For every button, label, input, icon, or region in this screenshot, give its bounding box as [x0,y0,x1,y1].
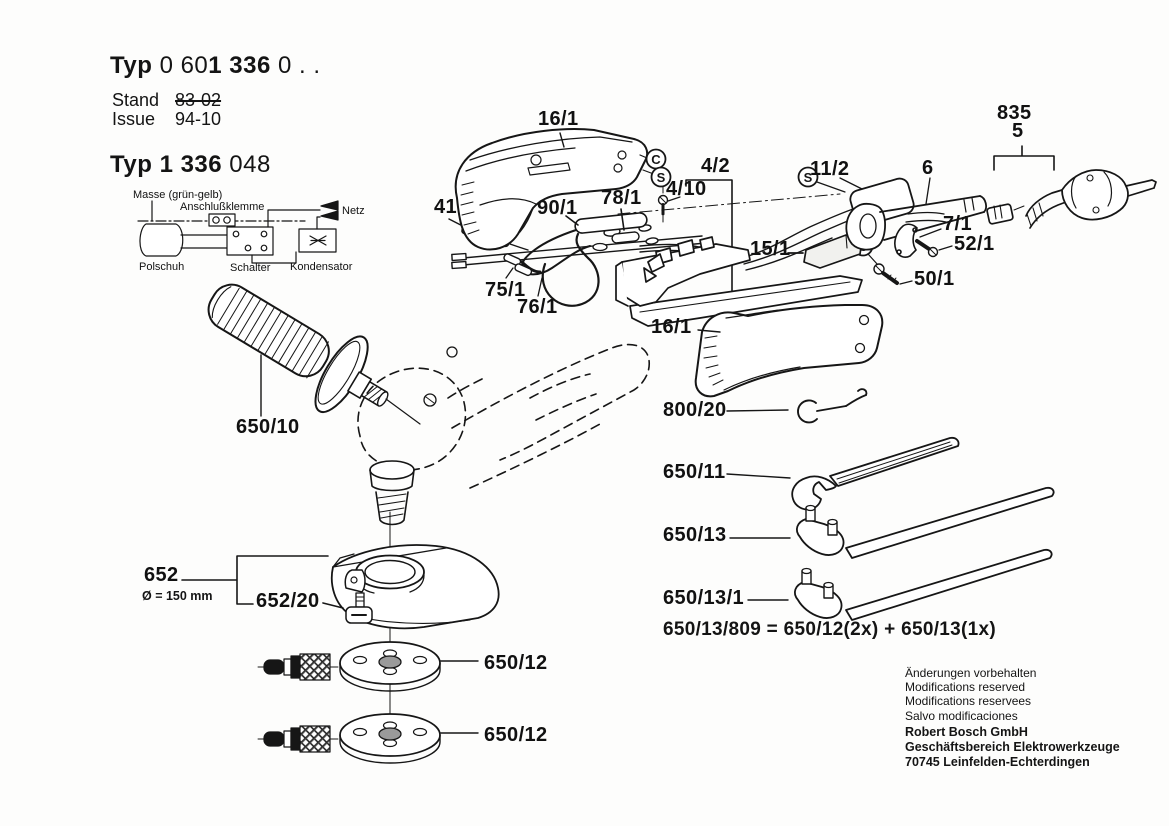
callout-7-1: 7/1 [943,213,973,235]
callout-650-10: 650/10 [236,416,300,438]
type-number-secondary [110,151,271,179]
pin-wrench-650-13 [730,488,1054,558]
issue-row [112,109,221,130]
label-diameter-150mm: Ø = 150 mm [142,589,213,603]
marker-c-top: C [651,152,661,167]
issue-label: Issue [112,109,156,129]
callout-50-1: 50/1 [914,268,955,290]
typ2-label: Typ [110,151,153,178]
callout-650-12-lower: 650/12 [484,724,548,746]
label-kondensator: Kondensator [290,261,353,273]
type-number-primary [110,52,321,80]
spindle-section-lower [258,726,338,752]
typ-value-seg3: 0 . . [278,52,321,79]
company-line: 70745 Leinfelden-Echterdingen [905,754,1090,769]
cord-835-5 [987,146,1156,228]
callout-6: 6 [922,157,934,179]
flange-650-12-upper [340,642,478,691]
modification-notes [905,666,1036,723]
callout-4-2: 4/2 [701,155,731,177]
typ2-value-seg1: 1 336 [159,151,223,178]
pin-wrench-650-13-1 [748,550,1052,620]
stand-label: Stand [112,90,160,110]
callout-650-12-upper: 650/12 [484,652,548,674]
callout-16-1-bottom: 16/1 [651,316,692,338]
callout-76-1: 76/1 [517,296,558,318]
typ-value-seg1: 0 60 [159,52,209,79]
marker-s-mid: S [803,170,813,185]
label-polschuh: Polschuh [139,261,185,273]
label-schalter: Schalter [230,262,271,274]
note-line: Änderungen vorbehalten [905,666,1037,680]
callout-650-13-1: 650/13/1 [663,587,745,609]
wrench-650-11 [727,438,959,510]
label-anschlussklemme: Anschlußklemme [180,201,265,213]
callout-11-2: 11/2 [810,158,850,180]
flange-650-12-lower [340,714,478,763]
note-line: Modifications reservees [905,694,1032,709]
note-line: Modifications reserved [905,680,1026,695]
side-handle-650-10 [191,260,420,437]
bottom-housing-16-1 [696,305,883,396]
callout-75-1: 75/1 [485,279,526,301]
callout-652: 652 [144,564,179,586]
marker-s-top: S [656,170,666,185]
callout-78-1: 78/1 [601,187,642,209]
company-line: Geschäftsbereich Elektrowerkzeuge [905,739,1120,754]
callout-15-1: 15/1 [750,238,791,260]
label-masse: Masse (grün-gelb) [133,189,223,201]
screw-50-1 [874,264,912,284]
company-address [905,725,1120,769]
clip-800-20 [727,389,866,422]
stand-value: 83-02 [175,90,222,110]
callout-5: 5 [1012,120,1024,142]
callout-4-10: 4/10 [666,178,707,200]
callout-41: 41 [434,196,458,218]
company-line: Robert Bosch GmbH [905,725,1028,739]
issue-value: 94-10 [175,109,222,129]
typ-label: Typ [110,52,153,79]
stand-row [112,90,221,111]
typ-value-seg2: 1 336 [208,52,271,79]
callout-835: 835 [997,102,1032,124]
callout-52-1: 52/1 [954,233,995,255]
kit-formula: 650/13/809 = 650/12(2x) + 650/13(1x) [663,619,997,640]
callout-652-20: 652/20 [256,590,320,612]
note-line: Salvo modificaciones [905,708,1018,723]
callout-90-1: 90/1 [537,197,578,219]
callout-650-11: 650/11 [663,461,726,483]
callout-16-1-top: 16/1 [538,108,579,130]
label-netz: Netz [342,205,365,217]
callout-650-13: 650/13 [663,524,727,546]
typ2-value-seg2: 048 [229,151,271,178]
screw-52-1 [917,241,952,257]
spindle-solid [370,347,457,525]
spindle-section-upper [258,654,338,680]
callout-800-20: 800/20 [663,399,727,421]
